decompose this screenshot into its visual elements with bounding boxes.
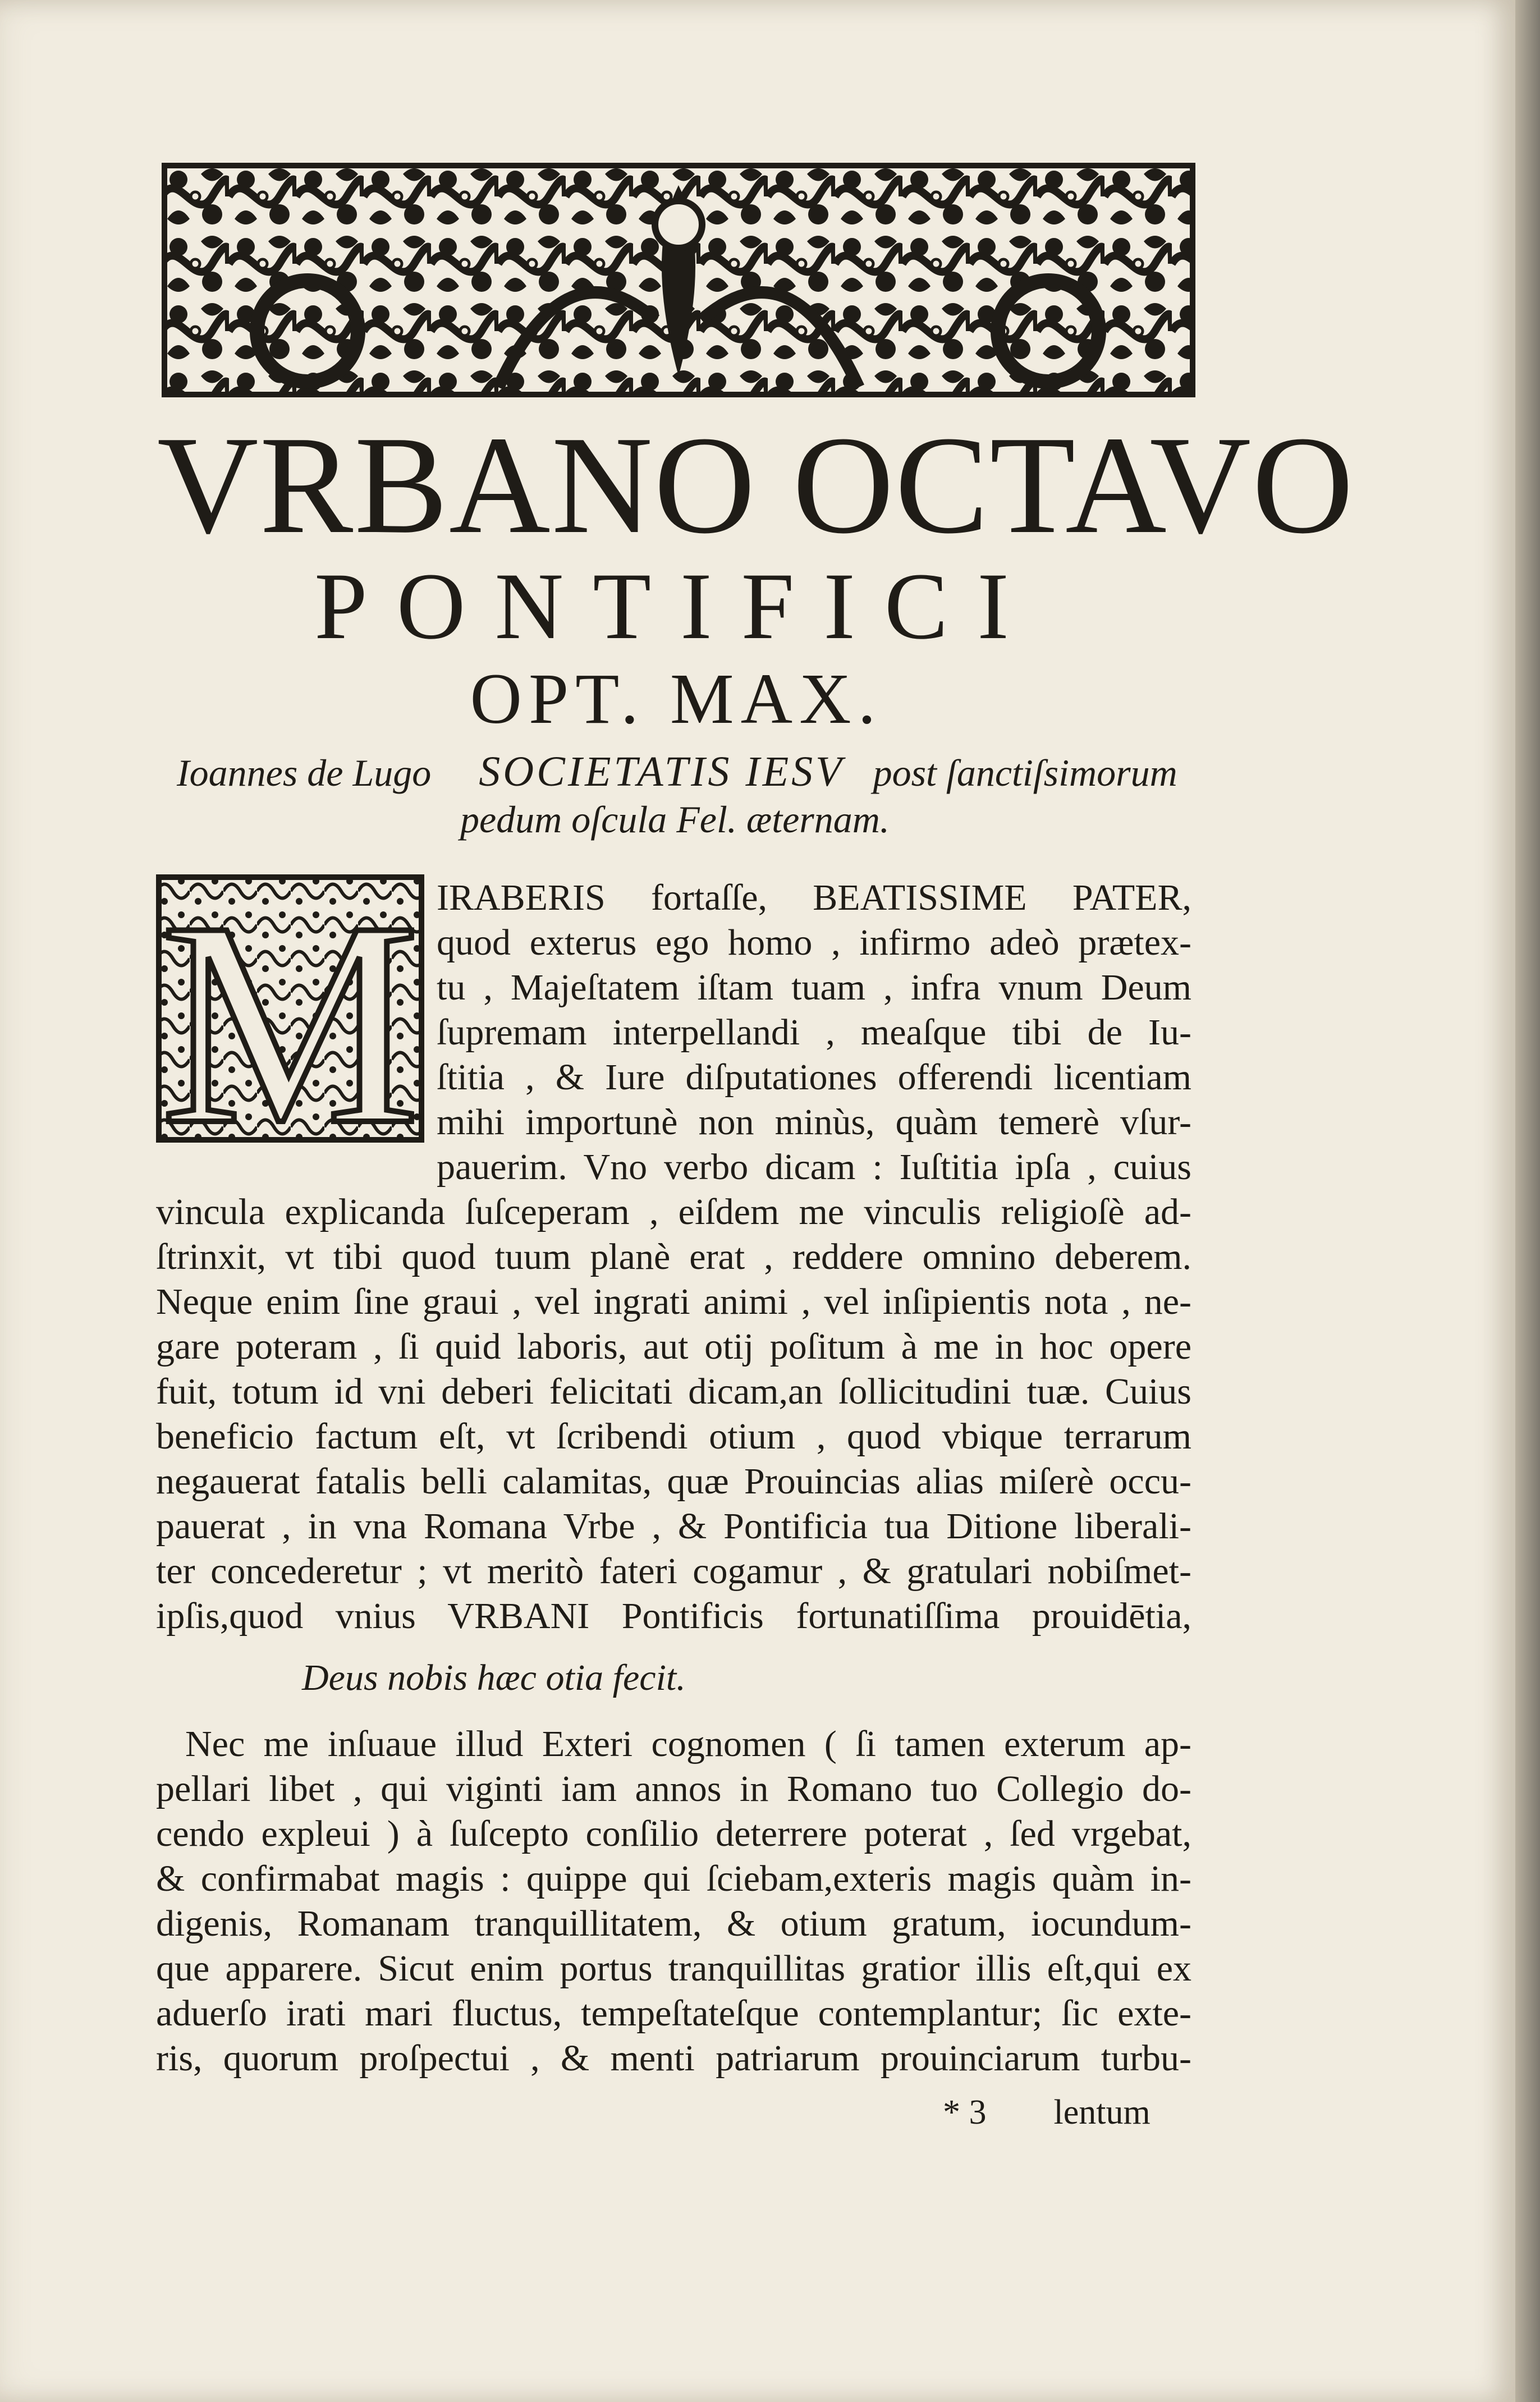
dedication-author: Ioannes de Lugo [177,751,432,794]
text-line: aduerſo irati mari fluctus, tempeſtateſque contemplantur; ſic exte- [156,1993,1191,2034]
ornamental-headpiece [162,163,1195,397]
text-line: pellari libet , qui viginti iam annos in Romano tuo Collegio do- [156,1768,1191,1809]
text-line: fuit, totum id vni deberi felicitati dicam,an ſollicitudini tuæ. Cuius [156,1371,1191,1412]
text-line: ſupremam interpellandi , meaſque tibi de Iu- [437,1012,1191,1053]
text-line: ter concederetur ; vt meritò fateri cogamur , & gratulari nobiſmet- [156,1551,1191,1592]
dedication-line-2: pedum oſcula Fel. æternam. [460,798,890,841]
text-line: ris, quorum proſpectui , & menti patriarum prouinciarum turbu- [156,2038,1191,2079]
text-line: pauerim. Vno verbo dicam : Iuſtitia ipſa , cuius [437,1147,1191,1188]
text-line: & confirmabat magis : quippe qui ſciebam,exteris magis quàm in- [156,1858,1191,1899]
text-line: digenis, Romanam tranquillitatem, & otium gratum, iocundum- [156,1903,1191,1944]
svg-text:M: M [160,874,420,1143]
text-line: Neque enim ſine graui , vel ingrati animi , vel inſipientis nota , ne- [156,1281,1191,1322]
dedication-line-1 [177,749,1204,795]
signature-mark: * 3 [943,2093,987,2131]
text-line: gare poteram , ſi quid laboris, aut otij poſitum à me in hoc opere [156,1326,1191,1367]
text-line: IRABERIS fortaſſe, BEATISSIME PATER, [437,877,1191,918]
text-line: negauerat fatalis belli calamitas, quæ Prouincias alias miſerè occu- [156,1461,1191,1502]
motto: Deus nobis hæc otia fecit. [302,1657,686,1698]
decorated-initial-m [156,874,424,1143]
page-footer [943,2090,1151,2135]
title-line-3: OPT. MAX. [470,659,883,739]
text-line: pauerat , in vna Romana Vrbe , & Pontificia tua Ditione liberali- [156,1506,1191,1547]
text-line: mihi importunè non minùs, quàm temerè vſur- [437,1102,1191,1143]
text-line: vincula explicanda ſuſceperam , eiſdem me vinculis religioſè ad- [156,1191,1191,1232]
text-line: ſtitia , & Iure diſputationes offerendi licentiam [437,1057,1191,1098]
dedication-society: SOCIETATIS IESV [479,748,845,795]
text-line: beneficio factum eſt, vt ſcribendi otium , quod vbique terrarum [156,1416,1191,1457]
catchword: lentum [1053,2093,1151,2131]
text-line: tu , Majeſtatem iſtam tuam , infra vnum Deum [437,967,1191,1008]
dedication-rest: post ſanctiſsimorum [873,751,1177,794]
text-line: cendo expleui ) à ſuſcepto conſilio deterrere poterat , ſed vrgebat, [156,1813,1191,1854]
title-line-1: VRBANO OCTAVO [157,407,1355,563]
text-line: ſtrinxit, vt tibi quod tuum planè erat , reddere omnino deberem. [156,1236,1191,1277]
text-line: quod exterus ego homo , infirmo adeò prætex- [437,922,1191,963]
text-line: Nec me inſuaue illud Exteri cognomen ( ſi tamen exterum ap- [185,1723,1191,1764]
page-edge [1515,0,1540,2402]
text-line: que apparere. Sicut enim portus tranquillitas gratior illis eſt,qui ex [156,1948,1191,1989]
title-line-2: PONTIFICI [314,553,1038,659]
text-line: ipſis,quod vnius VRBANI Pontificis fortunatiſſima prouidētia, [156,1596,1191,1637]
